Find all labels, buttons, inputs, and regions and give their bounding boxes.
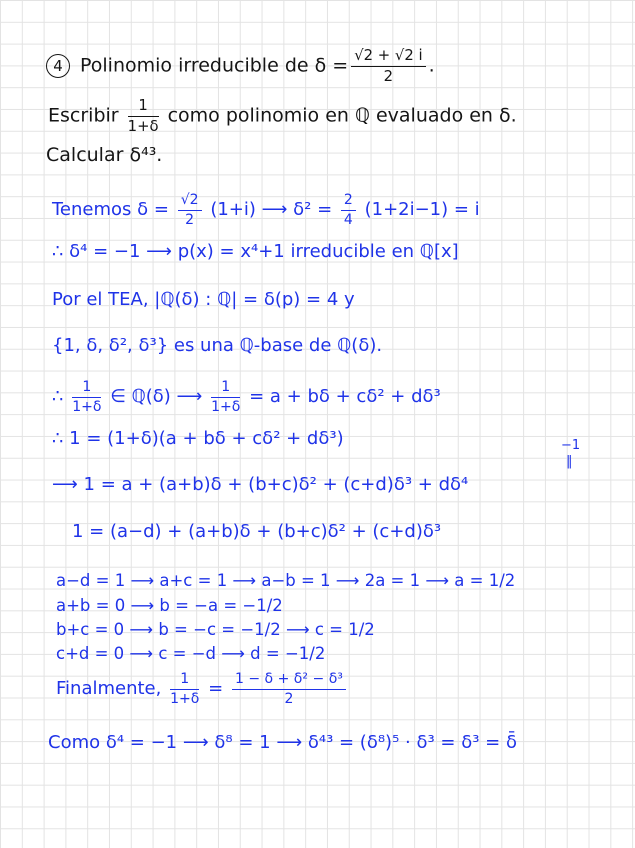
line-5-fraction-2 (211, 380, 240, 414)
system-equation-3: b+c = 0 ⟶ b = −c = −1/2 ⟶ c = 1/2 (56, 620, 375, 639)
title-tail: . (428, 54, 435, 77)
line-5-fraction-1 (72, 380, 101, 414)
solution-line-8: 1 = (a−d) + (a+b)δ + (b+c)δ² + (c+d)δ³ (72, 521, 442, 542)
line-1-fraction-1 (178, 193, 202, 227)
line-5-prefix: ∴ (52, 386, 64, 408)
exercise-title (46, 48, 635, 84)
final-fraction-left (170, 672, 199, 706)
system-equation-4: c+d = 0 ⟶ c = −d ⟶ d = −1/2 (56, 644, 326, 663)
solution-line-2: ∴ δ⁴ = −1 ⟶ p(x) = x⁴+1 irreducible en ℚ[x] (52, 241, 459, 262)
line-5-fraction-1-denominator: 1+δ (72, 398, 102, 415)
line-1-middle: (1+i) ⟶ δ² = (210, 199, 333, 221)
final-power-line: Como δ⁴ = −1 ⟶ δ⁸ = 1 ⟶ δ⁴³ = (δ⁸)⁵ · δ³ = δ³ = δ̄ (48, 732, 517, 753)
line-1-fraction-2 (341, 193, 356, 227)
line-5-fraction-2-numerator: 1 (211, 380, 240, 398)
solution-line-6: ∴ 1 = (1+δ)(a + bδ + cδ² + dδ³) (52, 428, 344, 449)
final-fraction-right-denominator: 2 (284, 690, 294, 707)
title-text: Polinomio irreducible de δ = (80, 54, 349, 77)
exercise-number: 4 (46, 54, 70, 78)
system-equation-1: a−d = 1 ⟶ a+c = 1 ⟶ a−b = 1 ⟶ 2a = 1 ⟶ a = 1/2 (56, 571, 516, 590)
final-result (56, 672, 635, 706)
d4-substitution-note: −1 (561, 438, 581, 453)
line-1-fraction-1-denominator: 2 (185, 211, 195, 228)
final-fraction-right (232, 672, 346, 706)
final-equals: = (208, 678, 224, 700)
task-1 (48, 98, 635, 134)
line-1-fraction-2-denominator: 4 (343, 211, 353, 228)
title-fraction-denominator: 2 (383, 67, 394, 85)
system-equation-2: a+b = 0 ⟶ b = −a = −1/2 (56, 596, 283, 615)
task-1-suffix: como polinomio en ℚ evaluado en δ. (167, 104, 517, 127)
title-fraction (351, 48, 425, 84)
final-fraction-left-numerator: 1 (170, 672, 199, 690)
solution-line-5 (52, 380, 635, 414)
solution-line-3: Por el TEA, |ℚ(δ) : ℚ| = δ(p) = 4 y (52, 289, 355, 310)
line-1-fraction-2-numerator: 2 (341, 193, 356, 211)
final-prefix: Finalmente, (56, 678, 162, 700)
solution-line-1 (52, 193, 635, 227)
line-1-prefix: Tenemos δ = (52, 199, 169, 221)
line-1-suffix: (1+2i−1) = i (364, 199, 480, 221)
title-fraction-numerator: √2 + √2 i (351, 48, 425, 67)
task-2: Calcular δ⁴³. (46, 144, 163, 166)
solution-line-7: ⟶ 1 = a + (a+b)δ + (b+c)δ² + (c+d)δ³ + dδ⁴ (52, 474, 469, 495)
task-1-fraction (128, 98, 159, 134)
line-1-fraction-1-numerator: √2 (178, 193, 202, 211)
line-5-fraction-1-numerator: 1 (72, 380, 101, 398)
final-fraction-right-numerator: 1 − δ + δ² − δ³ (232, 672, 346, 690)
line-5-suffix: = a + bδ + cδ² + dδ³ (249, 386, 441, 408)
task-1-fraction-numerator: 1 (128, 98, 159, 117)
line-5-fraction-2-denominator: 1+δ (211, 398, 241, 415)
task-1-prefix: Escribir (48, 104, 119, 127)
task-1-fraction-denominator: 1+δ (127, 117, 159, 135)
solution-line-4: {1, δ, δ², δ³} es una ℚ-base de ℚ(δ). (52, 335, 383, 356)
line-5-middle: ∈ ℚ(δ) ⟶ (110, 386, 203, 408)
final-fraction-left-denominator: 1+δ (170, 690, 200, 707)
d4-substitution-equals: ‖ (566, 454, 573, 469)
